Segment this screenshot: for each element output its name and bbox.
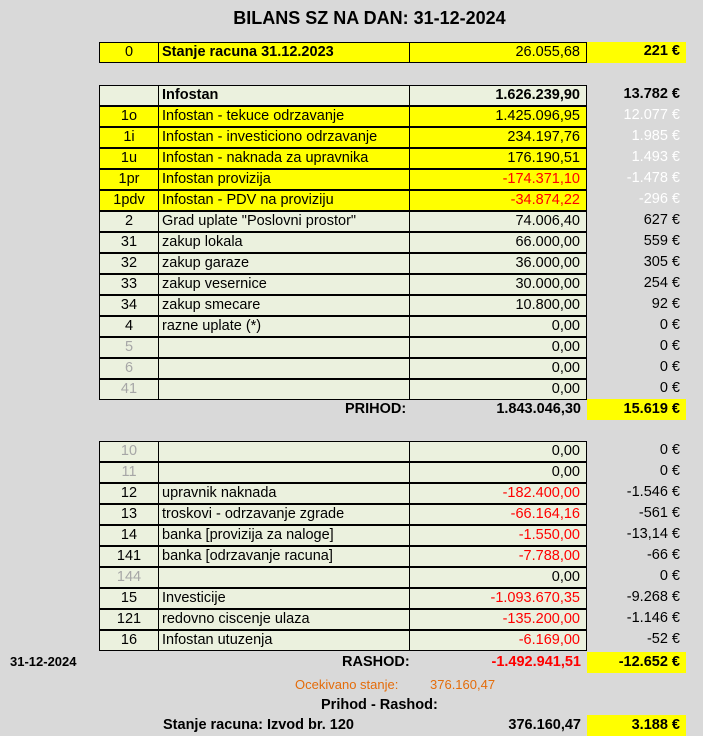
row-eur: -561 €	[638, 505, 680, 521]
prihod-label: PRIHOD:	[345, 401, 407, 417]
row-eur: 254 €	[643, 275, 680, 291]
row-value: -1.093.670,35	[409, 588, 587, 609]
row-eur: 221 €	[587, 42, 686, 63]
table-row	[99, 546, 686, 567]
table-row	[99, 462, 686, 483]
row-number: 1pr	[99, 169, 159, 190]
final-balance-label: Stanje racuna: Izvod br. 120	[163, 717, 354, 733]
row-eur: 627 €	[643, 212, 680, 228]
opening-balance-row	[99, 42, 686, 63]
row-number: 34	[99, 295, 159, 316]
row-number: 13	[99, 504, 159, 525]
row-description	[158, 441, 410, 462]
row-description: banka [odrzavanje racuna]	[158, 546, 410, 567]
row-eur: 12.077 €	[623, 107, 680, 123]
prihod-value: 1.843.046,30	[496, 401, 581, 417]
rashod-value: -1.492.941,51	[491, 654, 581, 670]
row-value: -6.169,00	[409, 630, 587, 651]
row-eur: -52 €	[646, 631, 680, 647]
row-description: Infostan - tekuce odrzavanje	[158, 106, 410, 127]
row-description	[158, 462, 410, 483]
row-description: Infostan utuzenja	[158, 630, 410, 651]
rashod-date: 31-12-2024	[10, 654, 77, 669]
row-value: -135.200,00	[409, 609, 587, 630]
row-value: 1.425.096,95	[409, 106, 587, 127]
prihod-rashod-label: Prihod - Rashod:	[321, 697, 438, 713]
table-row	[99, 337, 686, 358]
row-number: 6	[99, 358, 159, 379]
row-eur: -66 €	[646, 547, 680, 563]
row-eur: -1.478 €	[626, 170, 680, 186]
row-description	[158, 358, 410, 379]
row-eur: 0 €	[659, 317, 680, 333]
row-eur: -9.268 €	[626, 589, 680, 605]
row-description: troskovi - odrzavanje zgrade	[158, 504, 410, 525]
row-eur: -1.146 €	[626, 610, 680, 626]
row-value: -34.874,22	[409, 190, 587, 211]
row-description	[158, 337, 410, 358]
row-number	[99, 85, 159, 106]
row-number: 2	[99, 211, 159, 232]
row-description: razne uplate (*)	[158, 316, 410, 337]
row-number: 41	[99, 379, 159, 400]
row-eur: 559 €	[643, 233, 680, 249]
table-row	[99, 127, 686, 148]
row-number: 1u	[99, 148, 159, 169]
expected-value: 376.160,47	[430, 677, 496, 692]
row-value: 0,00	[409, 379, 587, 400]
row-value: 0,00	[409, 567, 587, 588]
report-title: BILANS SZ NA DAN: 31-12-2024	[233, 8, 506, 28]
row-description: zakup garaze	[158, 253, 410, 274]
row-description: Infostan	[158, 85, 410, 106]
row-value: 10.800,00	[409, 295, 587, 316]
row-number: 144	[99, 567, 159, 588]
table-row	[99, 588, 686, 609]
row-number: 33	[99, 274, 159, 295]
table-row	[99, 358, 686, 379]
row-value: 1.626.239,90	[409, 85, 587, 106]
row-number: 4	[99, 316, 159, 337]
row-description: Infostan - PDV na proviziju	[158, 190, 410, 211]
row-eur: 0 €	[659, 359, 680, 375]
row-number: 0	[99, 42, 159, 63]
table-row	[99, 211, 686, 232]
row-number: 1i	[99, 127, 159, 148]
row-value: 0,00	[409, 358, 587, 379]
rashod-eur: -12.652 €	[587, 652, 686, 673]
row-number: 14	[99, 525, 159, 546]
row-description: zakup lokala	[158, 232, 410, 253]
row-eur: 0 €	[659, 338, 680, 354]
row-value: 30.000,00	[409, 274, 587, 295]
row-description: upravnik naknada	[158, 483, 410, 504]
row-description: Infostan - naknada za upravnika	[158, 148, 410, 169]
row-eur: 0 €	[659, 442, 680, 458]
row-eur: 0 €	[659, 380, 680, 396]
table-row	[99, 190, 686, 211]
table-row	[99, 295, 686, 316]
row-eur: 0 €	[659, 463, 680, 479]
table-row	[99, 253, 686, 274]
final-balance-value: 376.160,47	[508, 717, 581, 733]
table-row	[99, 106, 686, 127]
row-value: 0,00	[409, 316, 587, 337]
row-description: Grad uplate "Poslovni prostor"	[158, 211, 410, 232]
row-number: 10	[99, 441, 159, 462]
table-row	[99, 525, 686, 546]
row-number: 1o	[99, 106, 159, 127]
row-value: 176.190,51	[409, 148, 587, 169]
table-row	[99, 379, 686, 400]
row-description: zakup smecare	[158, 295, 410, 316]
table-row	[99, 609, 686, 630]
row-eur: 1.493 €	[631, 149, 680, 165]
row-value: 36.000,00	[409, 253, 587, 274]
row-number: 141	[99, 546, 159, 567]
row-description: zakup vesernice	[158, 274, 410, 295]
row-description: Investicije	[158, 588, 410, 609]
infostan-header-row	[99, 85, 686, 106]
rashod-label: RASHOD:	[342, 654, 410, 670]
row-number: 12	[99, 483, 159, 504]
row-description: Stanje racuna 31.12.2023	[158, 42, 410, 63]
row-value: 234.197,76	[409, 127, 587, 148]
row-value: -182.400,00	[409, 483, 587, 504]
row-number: 16	[99, 630, 159, 651]
row-eur: 0 €	[659, 568, 680, 584]
row-number: 31	[99, 232, 159, 253]
table-row	[99, 232, 686, 253]
table-row	[99, 148, 686, 169]
row-eur: 305 €	[643, 254, 680, 270]
table-row	[99, 441, 686, 462]
row-number: 5	[99, 337, 159, 358]
row-eur: 92 €	[651, 296, 680, 312]
row-value: 26.055,68	[409, 42, 587, 63]
row-value: -1.550,00	[409, 525, 587, 546]
row-value: -66.164,16	[409, 504, 587, 525]
table-row	[99, 169, 686, 190]
row-eur: 1.985 €	[631, 128, 680, 144]
expected-label: Ocekivano stanje:	[295, 677, 399, 692]
row-value: -174.371,10	[409, 169, 587, 190]
row-number: 121	[99, 609, 159, 630]
row-value: -7.788,00	[409, 546, 587, 567]
row-number: 32	[99, 253, 159, 274]
row-description	[158, 379, 410, 400]
row-value: 74.006,40	[409, 211, 587, 232]
row-eur: -1.546 €	[626, 484, 680, 500]
row-value: 0,00	[409, 462, 587, 483]
row-value: 0,00	[409, 337, 587, 358]
table-row	[99, 504, 686, 525]
table-row	[99, 316, 686, 337]
row-eur: -13,14 €	[626, 526, 680, 542]
row-value: 0,00	[409, 441, 587, 462]
row-number: 1pdv	[99, 190, 159, 211]
row-value: 66.000,00	[409, 232, 587, 253]
table-row	[99, 567, 686, 588]
final-balance-eur: 3.188 €	[587, 715, 686, 736]
prihod-eur: 15.619 €	[587, 399, 686, 420]
row-description: Infostan - investiciono odrzavanje	[158, 127, 410, 148]
table-row	[99, 630, 686, 651]
row-number: 15	[99, 588, 159, 609]
row-description: redovno ciscenje ulaza	[158, 609, 410, 630]
row-description	[158, 567, 410, 588]
table-row	[99, 274, 686, 295]
row-eur: -296 €	[638, 191, 680, 207]
row-description: Infostan provizija	[158, 169, 410, 190]
row-number: 11	[99, 462, 159, 483]
table-row	[99, 483, 686, 504]
row-description: banka [provizija za naloge]	[158, 525, 410, 546]
row-eur: 13.782 €	[623, 86, 680, 102]
